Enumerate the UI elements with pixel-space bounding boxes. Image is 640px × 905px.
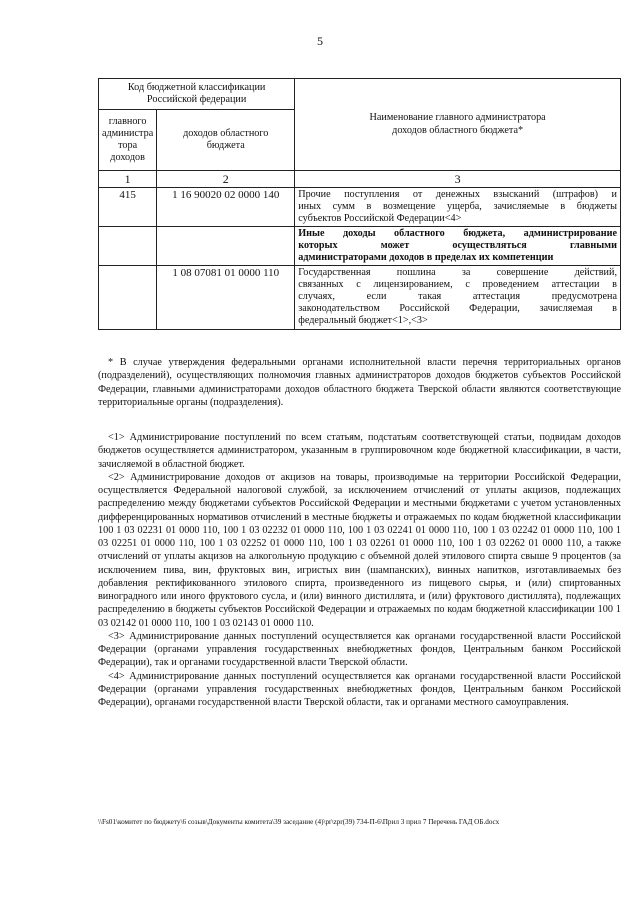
budget-code: 1 08 07081 01 0000 110 xyxy=(157,266,295,329)
note-4: <4> Администрирование данных поступлений осуществляется как органами государственной власти Российской Федерации (органами управления государственных внебюджетных фондов, Центральным банком Российской Федерации), органами государственной власти Тверской области, так и органами местного самоуправления. xyxy=(98,670,621,708)
revenue-name xyxy=(295,188,621,227)
document-file-path: \\Fs01\комитет по бюджету\6 созыв\Документы комитета\39 заседание (4)\pr\zpr(39) 734-П-6\Прил 3 прил 7 Перечень ГАД ОБ.docx xyxy=(98,818,500,826)
budget-code: 1 16 90020 02 0000 140 xyxy=(157,188,295,227)
header-chief-admin: главного администра тора доходов xyxy=(99,110,157,171)
revenue-name-line: иных сумм в возмещение ущерба, зачисляемые в бюджеты xyxy=(298,201,617,213)
revenue-name-line: Государственная пошлина за совершение действий, xyxy=(298,267,617,279)
revenue-name xyxy=(295,266,621,329)
table-row-section-heading xyxy=(99,227,621,266)
section-heading-line: Иные доходы областного бюджета, администрирование xyxy=(298,228,617,240)
note-2: <2> Администрирование доходов от акцизов на товары, производимые на территории Российской Федерации, осуществляется Федеральной налоговой службой, за исключением отчислений от уплаты акцизов, подлежащих распределению между бюджетами субъектов Российской Федерации и местными бюджетами с учетом установленных дифференцированных нормативов отчислений в местные бюджеты и отражаемых по кодам бюджетной классификации 100 1 03 02231 01 0000 110, 100 1 03 02232 01 0000 110, 100 1 03 02241 01 0000 110, 100 1 03 02242 01 0000 110, 100 1 03 02251 01 0000 110, 100 1 03 02252 01 0000 110, 100 1 03 02261 01 0000 110, 100 1 03 02262 01 0000 110, а также отчислений от уплаты акцизов на алкогольную продукцию с объемной долей этилового спирта свыше 9 процентов (за исключением пива, вин, фруктовых вин, игристых вин (шампанских), винных напитков, изготавливаемых без добавления ректификованного этилового спирта, произведенного из пищевого сырья, и (или) спиртованных виноградного или иного фруктового сусла, и (или) винного дистиллята, и (или) фруктового дистиллята), подлежащих распределению в бюджеты субъектов Российской Федерации и отражаемых по кодам бюджетной классификации 100 1 03 02142 01 0000 110, 100 1 03 02143 01 0000 110. xyxy=(98,471,621,629)
table-row xyxy=(99,266,621,329)
revenue-administrators-table xyxy=(98,78,621,330)
page-number: 5 xyxy=(317,34,323,48)
col-number-3: 3 xyxy=(295,171,621,188)
admin-code xyxy=(99,266,157,329)
budget-code xyxy=(157,227,295,266)
revenue-name-line: субъектов Российской Федерации<4> xyxy=(298,213,462,225)
footnote-star: * В случае утверждения федеральными органами исполнительной власти перечня территориальных органов (подразделений), осуществляющих полномочия главных администраторов доходов бюджетов субъектов Российской Федерации, главными администраторами доходов областного бюджета Тверской области являются соответствующие территориальные органы (подразделения). xyxy=(98,357,621,408)
table-row xyxy=(99,188,621,227)
section-heading-line: администраторами доходов в пределах их компетенции xyxy=(298,252,554,264)
header-regional-revenue: доходов областного бюджета xyxy=(157,110,295,171)
header-budget-code: Код бюджетной классификации Российской федерации xyxy=(99,79,295,110)
revenue-name-line: связанных с лицензированием, с проведением аттестации в xyxy=(298,279,617,291)
table-header-row xyxy=(99,79,621,110)
revenue-name-line: случаях, если такая аттестация предусмотрена xyxy=(298,291,617,303)
revenue-name-line: законодательством Российской Федерации, зачисляемая в xyxy=(298,303,617,315)
revenue-name-line: федеральный бюджет<1>,<3> xyxy=(298,315,428,327)
notes-block xyxy=(98,431,621,709)
col-number-2: 2 xyxy=(157,171,295,188)
admin-code: 415 xyxy=(99,188,157,227)
section-heading xyxy=(295,227,621,266)
table-column-numbers-row xyxy=(99,171,621,188)
revenue-name-line: Прочие поступления от денежных взысканий (штрафов) и xyxy=(298,189,617,201)
admin-code xyxy=(99,227,157,266)
note-3: <3> Администрирование данных поступлений осуществляется как органами государственной власти Российской Федерации (органами управления государственных внебюджетных фондов, Центральным банком Российской Федерации), так и органами государственной власти Тверской области. xyxy=(98,630,621,669)
col-number-1: 1 xyxy=(99,171,157,188)
note-1: <1> Администрирование поступлений по всем статьям, подстатьям соответствующей статьи, подвидам доходов бюджетов осуществляется администратором, указанным в группировочном коде бюджетной классификации, в части, зачисляемой в областной бюджет. xyxy=(98,432,621,470)
header-admin-name: Наименование главного администратора доходов областного бюджета* xyxy=(295,79,621,171)
section-heading-line: которых может осуществляться главными xyxy=(298,240,617,252)
footnote-star-block xyxy=(98,356,621,409)
